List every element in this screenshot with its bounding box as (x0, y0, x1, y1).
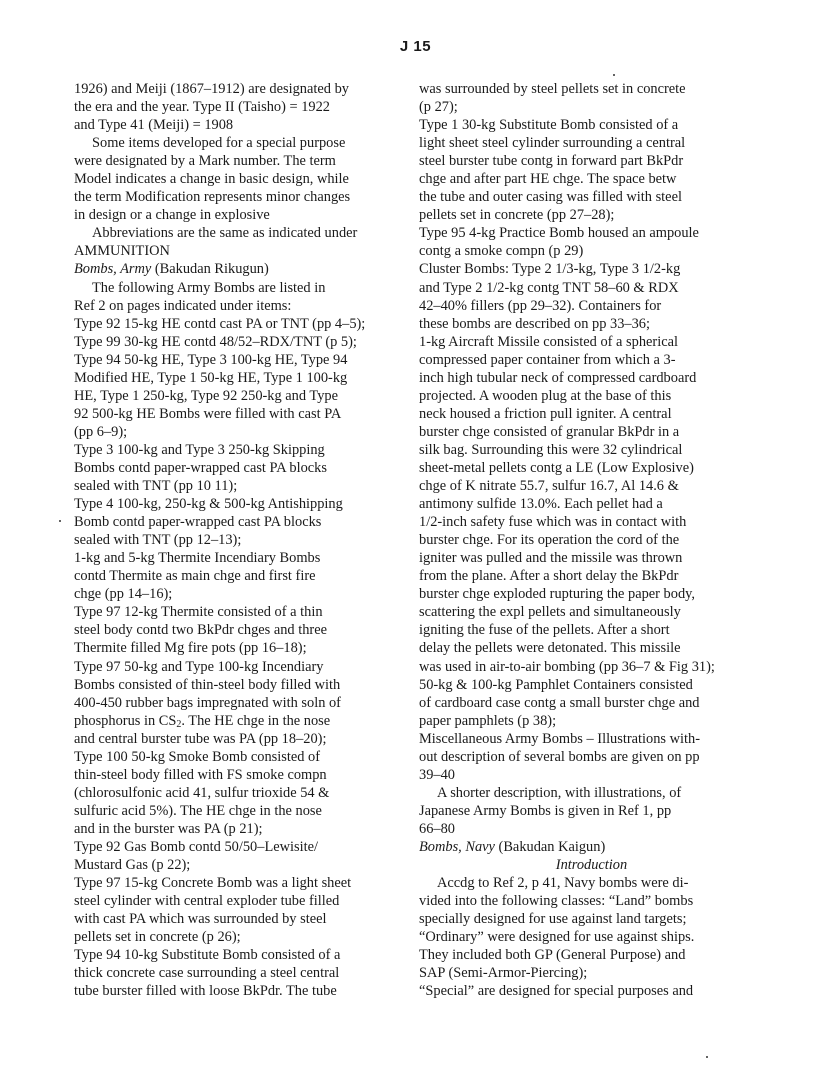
text-line: chge and after part HE chge. The space betw (419, 171, 677, 188)
text-line: burster chge consisted of granular BkPdr in a (419, 423, 680, 440)
text-line: neck housed a friction pull igniter. A central (419, 405, 672, 422)
text-line: igniter was pulled and the missile was thrown (419, 550, 683, 567)
text-line: paper pamphlets (p 38); (419, 712, 557, 729)
text-line: HE, Type 1 250-kg, Type 92 250-kg and Type (74, 387, 338, 404)
text-line: 66–80 (419, 820, 455, 837)
heading-japanese-name: (Bakudan Rikugun) (151, 261, 269, 278)
paragraph-start: Some items developed for a special purpose (92, 135, 346, 152)
subscript: 2 (176, 718, 182, 730)
text-line: chge (pp 14–16); (74, 586, 173, 603)
text-line: in design or a change in explosive (74, 207, 270, 224)
page-number: J 15 (399, 38, 432, 55)
text-line: Type 4 100-kg, 250-kg & 500-kg Antishipping (74, 496, 343, 513)
text-line: Type 94 10-kg Substitute Bomb consisted of a (74, 947, 341, 964)
text-line: the term Modification represents minor changes (74, 189, 351, 206)
text-line: Type 92 Gas Bomb contd 50/50–Lewisite/ (74, 838, 319, 855)
text-line: Bomb contd paper-wrapped cast PA blocks (74, 514, 322, 531)
text-line: were designated by a Mark number. The term (74, 153, 336, 170)
paragraph-start: Abbreviations are the same as indicated under (92, 225, 358, 242)
text-line: igniting the fuse of the pellets. After a short (419, 622, 670, 639)
text-line: Type 94 50-kg HE, Type 3 100-kg HE, Type 94 (74, 351, 348, 368)
text-line: was used in air-to-air bombing (pp 36–7 & Fig 31); (419, 658, 715, 675)
text-line: sealed with TNT (pp 10 11); (74, 478, 238, 495)
paragraph-start: Accdg to Ref 2, p 41, Navy bombs were di- (437, 875, 689, 892)
text-line: Type 97 12-kg Thermite consisted of a thin (74, 604, 323, 621)
text-line: specially designed for use against land targets; (419, 911, 687, 928)
text-line: 1/2-inch safety fuse which was in contact with (419, 514, 687, 531)
text-line: (p 27); (419, 99, 458, 116)
text-line: these bombs are described on pp 33–36; (419, 315, 650, 332)
text-line: 400-450 rubber bags impregnated with soln of (74, 694, 341, 711)
text-line: Type 97 15-kg Concrete Bomb was a light sheet (74, 875, 352, 892)
paragraph-start: The following Army Bombs are listed in (92, 279, 326, 296)
text-line: silk bag. Surrounding this were 32 cylindrical (419, 441, 683, 458)
text-line: Type 99 30-kg HE contd 48/52–RDX/TNT (p 5); (74, 333, 357, 350)
text-line: Bombs contd paper-wrapped cast PA blocks (74, 459, 327, 476)
text-line: Type 92 15-kg HE contd cast PA or TNT (pp 4–5); (74, 315, 366, 332)
text-line: Type 97 50-kg and Type 100-kg Incendiary (74, 658, 324, 675)
text-segment: phosphorus in CS (74, 712, 177, 729)
text-line: the tube and outer casing was filled with steel (419, 189, 682, 206)
text-line: Ref 2 on pages indicated under items: (74, 297, 292, 314)
text-line-with-subscript (74, 712, 414, 730)
text-line: the era and the year. Type II (Taisho) = 1922 (74, 99, 330, 116)
text-line: with cast PA which was surrounded by steel (74, 911, 327, 928)
text-line: contd Thermite as main chge and first fire (74, 568, 316, 585)
text-line: (pp 6–9); (74, 423, 128, 440)
text-line: Type 3 100-kg and Type 3 250-kg Skipping (74, 441, 325, 458)
text-line: contg a smoke compn (p 29) (419, 243, 584, 260)
text-line: burster chge exploded rupturing the paper body, (419, 586, 696, 603)
text-line: 92 500-kg HE Bombs were filled with cast PA (74, 405, 342, 422)
text-line: light sheet steel cylinder surrounding a central (419, 135, 686, 152)
text-line: and in the burster was PA (p 21); (74, 820, 263, 837)
text-line: sealed with TNT (pp 12–13); (74, 532, 242, 549)
text-line: (chlorosulfonic acid 41, sulfur trioxide 54 & (74, 784, 330, 801)
text-line: was surrounded by steel pellets set in concrete (419, 81, 686, 97)
text-line: 42–40% fillers (pp 29–32). Containers for (419, 297, 662, 314)
text-line: 1-kg and 5-kg Thermite Incendiary Bombs (74, 550, 321, 567)
scan-speck (706, 1056, 708, 1058)
text-line: Japanese Army Bombs is given in Ref 1, pp (419, 802, 672, 819)
text-line: thin-steel body filled with FS smoke compn (74, 766, 327, 783)
text-line: and central burster tube was PA (pp 18–20); (74, 730, 327, 747)
text-line: burster chge. For its operation the cord of the (419, 532, 680, 549)
text-line: projected. A wooden plug at the base of this (419, 387, 672, 404)
text-line: and Type 2 1/2-kg contg TNT 58–60 & RDX (419, 279, 679, 296)
text-line: sulfuric acid 5%). The HE chge in the nose (74, 802, 322, 819)
text-line: from the plane. After a short delay the BkPdr (419, 568, 679, 585)
left-column (74, 80, 414, 1000)
text-segment: . The HE chge in the nose (181, 712, 331, 729)
right-column (419, 80, 764, 1000)
paragraph-start: A shorter description, with illustrations, of (437, 784, 682, 801)
section-heading-navy-bombs (419, 838, 764, 856)
text-line: Mustard Gas (p 22); (74, 857, 191, 874)
text-line: antimony sulfide 13.0%. Each pellet had a (419, 496, 663, 513)
text-line: out description of several bombs are given on pp (419, 748, 700, 765)
text-line: steel body contd two BkPdr chges and three (74, 622, 327, 639)
text-line: vided into the following classes: “Land” bombs (419, 893, 694, 910)
text-line: tube burster filled with loose BkPdr. The tube (74, 983, 337, 1000)
text-line: Model indicates a change in basic design, while (74, 171, 349, 188)
text-line: Type 1 30-kg Substitute Bomb consisted of a (419, 117, 679, 134)
text-line: 50-kg & 100-kg Pamphlet Containers consisted (419, 676, 693, 693)
heading-japanese-name: (Bakudan Kaigun) (494, 838, 606, 855)
text-line: steel burster tube contg in forward part BkPdr (419, 153, 684, 170)
text-line: sheet-metal pellets contg a LE (Low Explosive) (419, 459, 694, 476)
text-line: pellets set in concrete (p 26); (74, 929, 241, 946)
text-line: 1926) and Meiji (1867–1912) are designated by (74, 81, 349, 97)
text-line: pellets set in concrete (pp 27–28); (419, 207, 615, 224)
heading-italic: Bombs, Navy (419, 838, 495, 855)
text-line: They included both GP (General Purpose) and (419, 947, 686, 964)
text-line: Bombs consisted of thin-steel body filled with (74, 676, 341, 693)
text-line: AMMUNITION (74, 243, 170, 260)
text-line: thick concrete case surrounding a steel central (74, 965, 340, 982)
text-line: scattering the expl pellets and simultaneously (419, 604, 681, 621)
text-line: and Type 41 (Meiji) = 1908 (74, 117, 234, 134)
text-line: Cluster Bombs: Type 2 1/3-kg, Type 3 1/2-kg (419, 261, 681, 278)
text-line: compressed paper container from which a 3- (419, 351, 676, 368)
text-line: inch high tubular neck of compressed cardboard (419, 369, 697, 386)
scan-speck (59, 520, 61, 522)
text-line: chge of K nitrate 55.7, sulfur 16.7, Al 14.6 & (419, 478, 679, 495)
text-line: “Special” are designed for special purposes and (419, 983, 694, 1000)
text-line: Miscellaneous Army Bombs – Illustrations with- (419, 730, 700, 747)
heading-italic: Bombs, Army (74, 261, 152, 278)
text-line: 39–40 (419, 766, 455, 783)
text-line: Type 100 50-kg Smoke Bomb consisted of (74, 748, 321, 765)
text-line: “Ordinary” were designed for use against ships. (419, 929, 695, 946)
scan-speck (613, 74, 615, 76)
text-line: SAP (Semi-Armor-Piercing); (419, 965, 588, 982)
section-heading-army-bombs (74, 260, 414, 278)
text-line: steel cylinder with central exploder tube filled (74, 893, 340, 910)
text-line: 1-kg Aircraft Missile consisted of a spherical (419, 333, 678, 350)
text-line: Thermite filled Mg fire pots (pp 16–18); (74, 640, 307, 657)
text-line: of cardboard case contg a small burster chge and (419, 694, 700, 711)
text-line: delay the pellets were detonated. This missile (419, 640, 681, 657)
subheading-introduction: Introduction (555, 857, 628, 874)
text-line: Modified HE, Type 1 50-kg HE, Type 1 100-kg (74, 369, 348, 386)
text-line: Type 95 4-kg Practice Bomb housed an ampoule (419, 225, 699, 242)
